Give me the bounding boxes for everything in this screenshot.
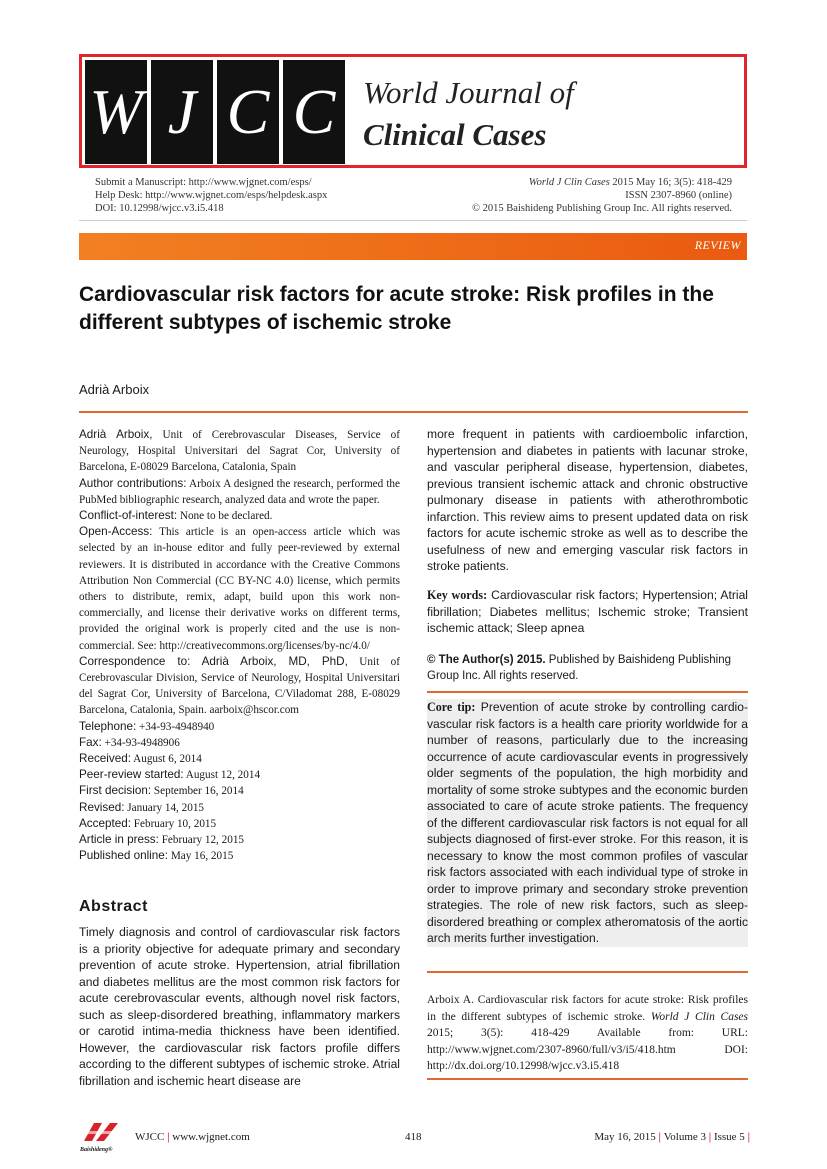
license-text: Published by Baishideng Publishing Group Inc. All rights reserved. [427,654,731,682]
received-value: August 6, 2014 [130,753,202,766]
core-tip-label: Core tip: [427,700,476,714]
section-bar [79,233,747,260]
section-label: REVIEW [694,238,741,252]
footer-left: WJCC | www.wjgnet.com [135,1131,250,1143]
helpdesk-link[interactable]: Help Desk: http://www.wjgnet.com/esps/helpdesk.aspx [95,190,328,201]
published-value: May 16, 2015 [168,850,234,863]
press-label: Article in press: [79,833,159,847]
citation-rule [427,1078,748,1080]
press-value: February 12, 2015 [158,834,245,847]
coi-label: Conflict-of-interest: [79,509,178,523]
logo-letter-w: W [85,60,147,164]
first-decision-label: First decision: [79,784,152,798]
core-tip-box [427,699,748,947]
revised-label: Revised: [79,800,125,814]
footer-issue: Issue 5 [713,1131,745,1143]
footer-volume: Volume 3 [663,1131,707,1143]
license-label: © The Author(s) 2015. [427,654,546,666]
keywords-text: Cardiovascular risk factors; Hypertension; Atrial fibrillation; Diabetes mellitus; Ischemic stroke; Transient ischemic attack; Sleep apnea [427,588,748,635]
baishideng-logo-icon [80,1121,122,1143]
citation-issue: 2015 May 16; 3(5): 418-429 [609,177,732,188]
header-right-info [472,176,732,215]
affiliation-name: Adrià Arboix, [79,428,153,441]
contrib-label: Author contributions: [79,476,187,490]
accepted-value: February 10, 2015 [130,817,217,830]
accepted-label: Accepted: [79,816,131,830]
keywords-label: Key words: [427,588,488,602]
telephone-value: +34-93-4948940 [136,720,215,733]
baishideng-logo [80,1121,122,1151]
telephone-label: Telephone: [79,719,137,733]
footer-date: May 16, 2015 [594,1131,656,1143]
correspondence-text: Unit of Cerebrovascular Division, Service of Neurology, Hospital Universitari del Sagrat Cor, University of Barcelona, C/Viladomat 288, E-08029 Barcelona, Catalonia, Spain. aarboix@hscor.com [79,655,400,717]
license-note [427,652,748,684]
contrib-text: Arboix A designed the research, performed the PubMed bibliographic research, analyzed data and wrote the paper. [79,477,400,506]
abstract-text: Timely diagnosis and control of cardiovascular risk factors is a priority objective for adequate primary and secondary prevention of acute stroke. Hypertension, atrial fibrillation and diabetes mellitus are the most common risk factors for acute cerebrovascular events, although novel risk factors, such as sleep-disordered breathing, inflammatory markers or carotid intima-media thickness have been identified. However, the cardiovascular risk factors profile differs according to the different subtypes of ischemic stroke. Atrial fibrillation and ischemic heart disease are [79,925,400,1088]
oa-text: This article is an open-access article which was selected by an in-house editor and fully peer-reviewed by external reviewers. It is distributed in accordance with the Creative Commons Attribution Non Commercial (CC BY-NC 4.0) license, which permits others to distribute, remix, adapt, build upon this work non-commercially, and license their derivative works on different terms, provided the original work is properly cited and the use is non-commercial. See: http://creativecommons.org/licenses/by-nc/4.0/ [79,526,400,652]
coretip-bottom-rule [427,971,748,973]
baishideng-logo-text: Baishideng® [80,1147,113,1153]
footer-right: May 16, 2015 | Volume 3 | Issue 5 | [594,1131,750,1143]
journal-name-line2: Clinical Cases [363,117,547,152]
core-tip-text: Prevention of acute stroke by controlling cardio-vascular risk factors is a health care priority worldwide for a number of reasons, particularly due to the increasing occurrence of acute cardiovascular events in progressively older segments of the population, the high morbidity and mortality of some stroke subtypes and the economic burden associated to care of acute stroke patients. The frequency of the different cardiovascular risk factors is not equal for all subjects diagnosed of first-ever stroke. For this reason, it is necessary to know the most common profiles of vascular risk factors associated with each individual type of stroke in order to improve primary and secondary stroke prevention strategies. The role of new risk factors, such as sleep-disordered breathing or complex atheromatosis of the aortic arch merits further investigation. [427,700,748,945]
cite-text1: Arboix A. Cardiovascular risk factors for acute stroke: Risk profiles in the different subtypes of ischemic stroke. [427,994,748,1023]
footer-journal: WJCC [135,1131,165,1143]
abstract-heading: Abstract [79,898,148,915]
keywords [427,587,748,637]
cite-journal: World J Clin Cases [650,1010,748,1023]
article-title: Cardiovascular risk factors for acute stroke: Risk profiles in the different subtypes of ischemic stroke [79,283,714,334]
issn-text: ISSN 2307-8960 (online) [625,190,732,201]
peer-review-label: Peer-review started: [79,768,184,782]
fax-value: +34-93-4948906 [101,736,180,749]
logo-letter-c2: C [283,60,345,164]
affiliation-text: Unit of Cerebrovascular Diseases, Service of Neurology, Hospital Universitari del Sagrat Cor, University of Barcelona, E-08029 Barcelona, Catalonia, Spain [79,429,400,474]
logo-letter-j: J [151,60,213,164]
coretip-top-rule [427,691,748,693]
received-label: Received: [79,752,131,766]
coi-text: None to be declared. [177,510,273,523]
citation-block [427,992,748,1075]
citation-journal: World J Clin Cases [528,177,610,188]
journal-masthead [79,54,747,168]
header-left-info [95,176,327,215]
footer-page-number: 418 [405,1131,422,1143]
abstract-continued: more frequent in patients with cardioembolic infarction, hypertension and diabetes in patients with lacunar stroke, and vascular peripheral disease, hypertension, diabetes, previous transient ischemic attack and chronic obstructive pulmonary disease in patients with atherothrombotic infarction. This review aims to present updated data on risk factors for acute ischemic stroke as well as to describe the usefulness of new and emerging vascular risk factors in stroke patients. [427,427,748,573]
author-name: Adrià Arboix [79,382,150,397]
author-rule [79,411,748,413]
copyright-text: © 2015 Baishideng Publishing Group Inc. All rights reserved. [472,203,732,214]
oa-label: Open-Access: [79,525,153,539]
footer-site[interactable]: www.wjgnet.com [172,1131,250,1143]
correspondence-label: Correspondence to: Adrià Arboix, MD, PhD, [79,654,348,668]
first-decision-value: September 16, 2014 [151,785,244,798]
submit-link[interactable]: Submit a Manuscript: http://www.wjgnet.com/esps/ [95,177,312,188]
cite-text2: 2015; 3(5): 418-429 Available from: URL: http://www.wjgnet.com/2307-8960/full/v3/i5/418.htm DOI: http://dx.doi.org/10.12998/wjcc.v3.i5.418 [427,1027,748,1072]
revised-value: January 14, 2015 [124,801,205,814]
peer-review-value: August 12, 2014 [183,769,261,782]
header-divider [79,220,747,221]
fax-label: Fax: [79,735,102,749]
logo-letter-c1: C [217,60,279,164]
doi-text: DOI: 10.12998/wjcc.v3.i5.418 [95,203,224,214]
published-label: Published online: [79,849,169,863]
article-meta [79,427,400,864]
journal-name-line1: World Journal of [363,75,574,110]
